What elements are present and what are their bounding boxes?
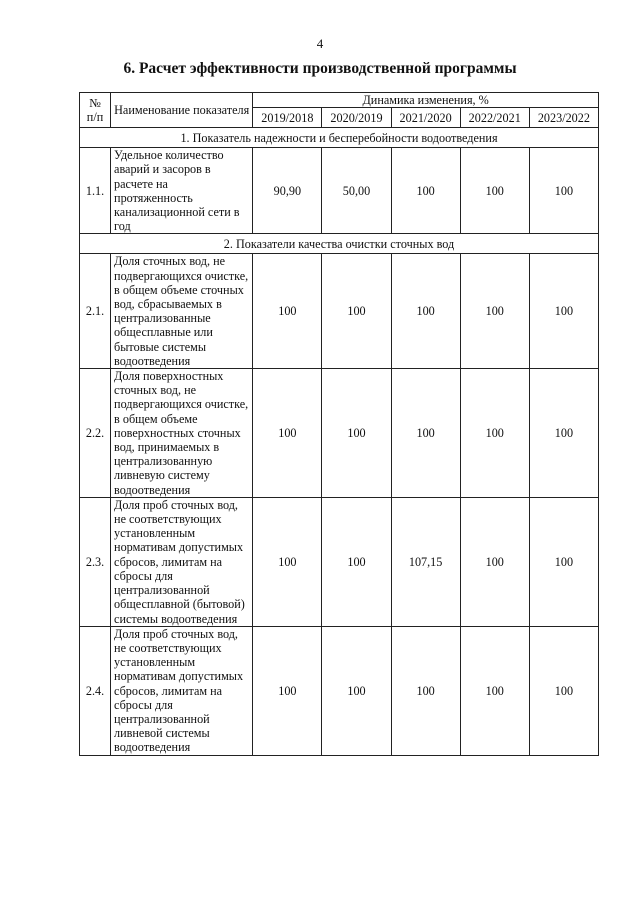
section-title: 2. Показатели качества очистки сточных вод — [80, 234, 599, 254]
row-value: 100 — [529, 254, 598, 369]
row-value: 100 — [460, 369, 529, 498]
row-value: 100 — [529, 148, 598, 234]
document-title: 6. Расчет эффективности производственной программы — [123, 60, 517, 77]
row-value: 100 — [253, 497, 322, 626]
page-number: 4 — [316, 36, 324, 51]
row-value: 100 — [322, 497, 391, 626]
row-value: 107,15 — [391, 497, 460, 626]
row-value: 100 — [253, 626, 322, 755]
row-value: 100 — [460, 254, 529, 369]
header-num: № п/п — [80, 93, 111, 128]
row-name: Доля проб сточных вод, не соответствующих установленным нормативам допустимых сбросов, лимитам на сбросы для централизованной ливневой системы водоотведения — [111, 626, 253, 755]
row-number: 2.1. — [80, 254, 111, 369]
row-number: 2.4. — [80, 626, 111, 755]
row-value: 100 — [391, 369, 460, 498]
header-year: 2020/2019 — [322, 108, 391, 128]
table-row — [80, 369, 599, 498]
row-value: 100 — [391, 254, 460, 369]
table-row — [80, 497, 599, 626]
row-value: 90,90 — [253, 148, 322, 234]
row-number: 2.3. — [80, 497, 111, 626]
row-name: Доля сточных вод, не подвергающихся очистке, в общем объеме сточных вод, сбрасываемых в централизованные общесплавные или бытовые системы водоотведения — [111, 254, 253, 369]
header-name: Наименование показателя — [111, 93, 253, 128]
row-value: 100 — [529, 369, 598, 498]
row-number: 2.2. — [80, 369, 111, 498]
header-year: 2022/2021 — [460, 108, 529, 128]
section-title: 1. Показатель надежности и бесперебойности водоотведения — [80, 128, 599, 148]
header-year: 2021/2020 — [391, 108, 460, 128]
efficiency-table — [79, 92, 599, 756]
row-value: 100 — [322, 626, 391, 755]
row-number: 1.1. — [80, 148, 111, 234]
table-row — [80, 254, 599, 369]
row-value: 100 — [253, 369, 322, 498]
section-row — [80, 128, 599, 148]
table-row — [80, 626, 599, 755]
header-year: 2023/2022 — [529, 108, 598, 128]
row-value: 100 — [460, 497, 529, 626]
table-row — [80, 148, 599, 234]
row-name: Доля проб сточных вод, не соответствующих установленным нормативам допустимых сбросов, лимитам на сбросы для централизованной общесплавной (бытовой) системы водоотведения — [111, 497, 253, 626]
row-name: Доля поверхностных сточных вод, не подвергающихся очистке, в общем объеме поверхностных сточных вод, принимаемых в централизованную ливневую систему водоотведения — [111, 369, 253, 498]
header-year: 2019/2018 — [253, 108, 322, 128]
section-row — [80, 234, 599, 254]
row-value: 100 — [322, 369, 391, 498]
row-value: 50,00 — [322, 148, 391, 234]
row-value: 100 — [322, 254, 391, 369]
row-value: 100 — [391, 626, 460, 755]
header-dynamics: Динамика изменения, % — [253, 93, 599, 108]
row-value: 100 — [529, 626, 598, 755]
row-name: Удельное количество аварий и засоров в расчете на протяженность канализационной сети в год — [111, 148, 253, 234]
row-value: 100 — [460, 626, 529, 755]
row-value: 100 — [460, 148, 529, 234]
row-value: 100 — [529, 497, 598, 626]
row-value: 100 — [391, 148, 460, 234]
row-value: 100 — [253, 254, 322, 369]
